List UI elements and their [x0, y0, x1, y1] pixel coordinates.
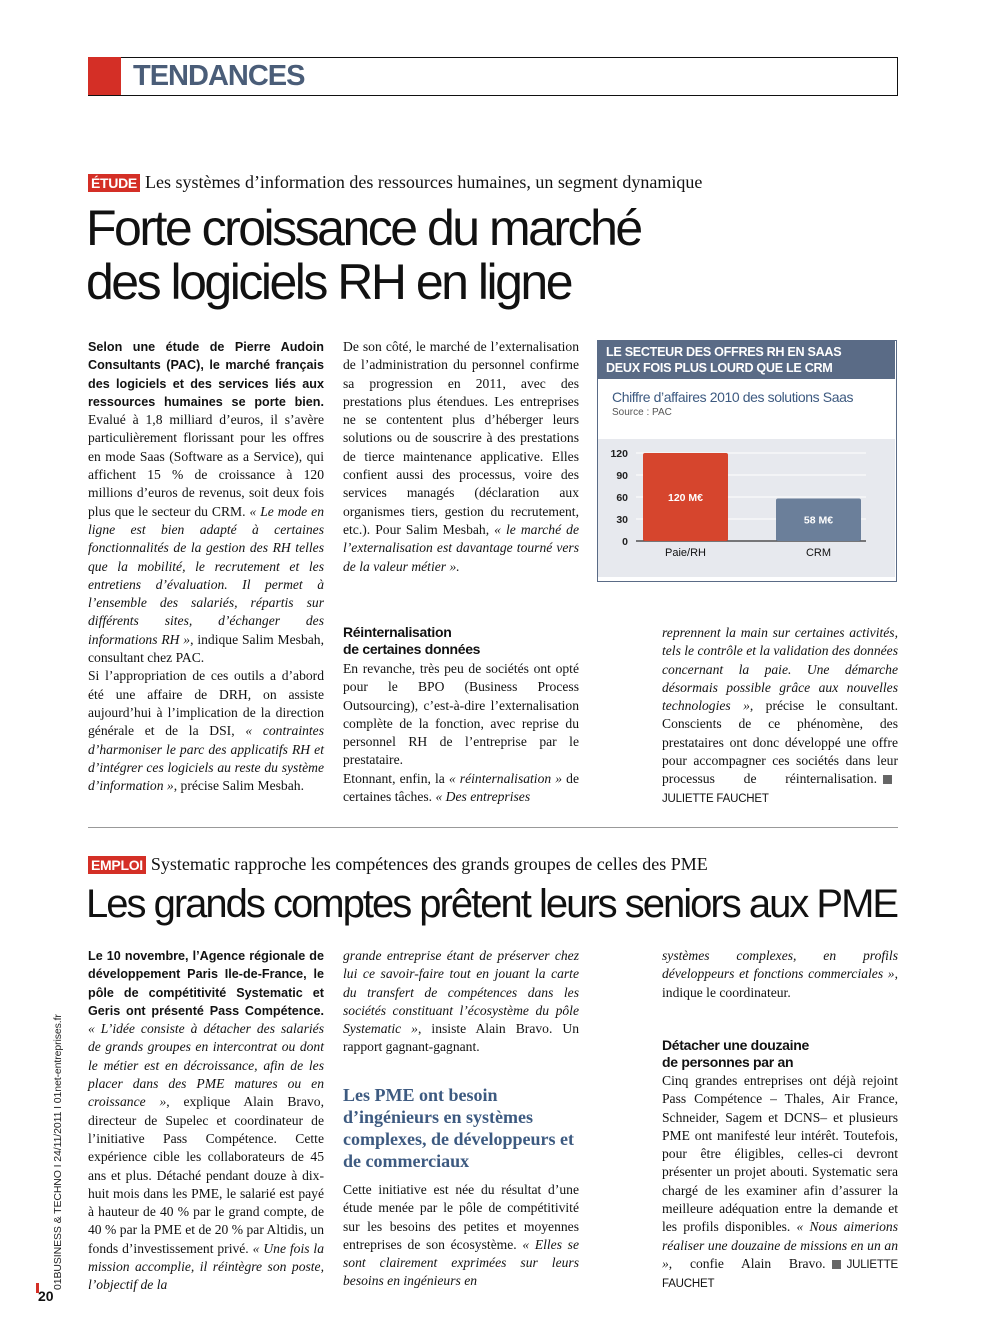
chart-source: Source : PAC — [612, 407, 672, 418]
x-category-label: Paie/RH — [665, 547, 706, 559]
article1-subhead-line2: de certaines données — [343, 641, 481, 657]
article1-quote6: reprennent la main sur certaines activités, tels le contrôle et la validation des données concernant la paie. Une démarche désormais possible grâce aux nouvelles technologies » — [662, 625, 898, 714]
article1-column2-bottom — [343, 660, 579, 806]
article1-col2-text: De son côté, le marché de l’externalisation de l’administration du personnel confirme sa progression en 2011, avec des prestations plus étendues. Les entreprises ne se contentent plus d’héberger leurs solutions ou de souscrire à des prestations de tierce maintenance applicative. Elles confient aussi des processus, voire des services managés (déclaration aux organismes tiers, gestion du recrutement, etc.). Pour Salim Mesbah, — [343, 339, 579, 537]
article2-pullquote: Les PME ont besoin d’ingénieurs en systèmes complexes, de développeurs et de commerciaux — [343, 1085, 574, 1171]
article1-kicker-text: Les systèmes d’information des ressources humaines, un segment dynamique — [144, 172, 703, 192]
article1-quote1: « Le mode en ligne est bien adapté à certaines fonctionnalités de la gestion des RH telles que la mobilité, le recrutement et les entretiens d’évaluation. Il permet à l’ensemble des salariés, répartis sur différents sites, d’échanger des informations RH » — [88, 503, 324, 647]
y-tick-label: 0 — [622, 536, 628, 548]
article2-col2-text2: Cette initiative est née du résultat d’une étude menée par le pôle de compétitivité sur les besoins des petites et moyennes entreprises de son écosystème. — [343, 1182, 579, 1252]
article2-column1 — [88, 947, 324, 1295]
article2-col1-text: , explique Alain Bravo, directeur de Supelec et coordinateur de l’initiative Pass Compétence. Cette expérience cible les collaborateurs de 45 ans et plus. Détaché pendant douze à dix-huit mois dans les PME, le salarié est payé à hauteur de 40 % par le grand compte, de 40 % par la PME et de 20 % par Altidis, un fonds d’investissement privé. — [88, 1094, 324, 1256]
article1-quote4: « réinternalisation » — [448, 770, 563, 786]
chart-plot-area — [598, 439, 895, 577]
article1-signature: JULIETTE FAUCHET — [662, 792, 769, 805]
article2-quote5: systèmes complexes, en profils développeurs et fonctions commerciales » — [662, 948, 898, 982]
chart-banner — [598, 341, 895, 379]
article1-lead: Selon une étude de Pierre Audoin Consultants (PAC), le marché français des logiciels et des services liés aux ressources humaines se porte bien. — [88, 340, 324, 409]
article1-quote5: « Des entreprises — [435, 789, 531, 805]
bar-chart — [598, 439, 895, 577]
article1-column1 — [88, 338, 324, 795]
article2-quote3: grande entreprise étant de préserver chez lui ce savoir-faire tout en jouant la carte du transfert de compétences dans les sociétés constituant l’écosystème du pôle Systematic » — [343, 948, 579, 1037]
article2-tag: EMPLOI — [88, 856, 146, 874]
article1-quote3: « le marché de l’externalisation est davantage tourné vers de la valeur métier ». — [343, 521, 579, 574]
chart-title: Chiffre d’affaires 2010 des solutions Saas — [612, 389, 854, 405]
article2-signature: JULIETTE FAUCHET — [662, 1258, 898, 1291]
article1-col1-text: Evalué à 1,8 milliard d’euros, il s’avère particulièrement florissant pour les offres en mode Saas (Software as a Service), qui affichent 15 % de croissance à 120 millions d’euros de revenus, soit deux fois plus que le secteur du CRM. — [88, 412, 324, 519]
article1-col2-text2: En revanche, très peu de sociétés ont opté pour le BPO (Business Process Outsourcing), c’est-à-dire l’externalisation complète de la fonction, avec reprise du personnel RH de l’entreprise par le prestataire. — [343, 661, 579, 768]
x-category-label: CRM — [805, 547, 832, 559]
article1-kicker — [88, 171, 908, 193]
article2-title: Les grands comptes prêtent leurs seniors aux PME — [86, 882, 898, 926]
article1-col2-text4: de certaines tâches. — [343, 770, 580, 805]
article2-column2-bottom — [343, 1181, 579, 1291]
section-title: TENDANCES — [133, 60, 305, 92]
article2-col3-text2: Cinq grandes entreprises ont déjà rejoint Pass Compétence – Thales, Air France, Schneider, Sagem et DCNS– et plusieurs PME ont manifesté leur intérêt. Toutefois, pour être éligibles, celles-ci devront présenter un projet abouti. Systematic sera chargé de les examiner afin d’assurer la meilleure adéquation entre la demande et les profils disponibles. — [662, 1073, 898, 1235]
bar-data-label: 120 M€ — [667, 492, 704, 504]
article1-title-line2: des logiciels RH en ligne — [86, 254, 572, 310]
article1-subhead — [343, 624, 579, 658]
article1-tag: ÉTUDE — [88, 174, 140, 192]
article2-col2-text: , insiste Alain Bravo. Un rapport gagnant-gagnant. — [343, 1021, 580, 1055]
article2-column2 — [343, 947, 579, 1057]
section-header — [88, 57, 898, 96]
article2-col3-text: , indique le coordinateur. — [662, 966, 898, 1000]
article1-col2-text3: Etonnant, enfin, la — [343, 770, 449, 786]
bar-data-label: 58 M€ — [803, 514, 834, 527]
section-header-red-block — [88, 57, 121, 95]
article2-quote2: « Une fois la mission accomplie, il réintègre son poste, l’objectif de la — [88, 1240, 324, 1293]
article1-quote2: « contraintes d’harmoniser le parc des applicatifs RH et d’intégrer ces logiciels au reste du système d’information » — [88, 723, 324, 794]
chart-box — [597, 340, 897, 582]
article2-col3-text3: , confie Alain Bravo. — [668, 1255, 826, 1271]
article2-quote6: « Nous aimerions réaliser une douzaine de missions en un an » — [662, 1219, 899, 1271]
article2-subhead-line1: Détacher une douzaine — [662, 1037, 809, 1053]
chart-banner-line1: LE SECTEUR DES OFFRES RH EN SAAS — [606, 345, 842, 359]
article1-column3 — [662, 624, 898, 808]
article1-title-line1: Forte croissance du marché — [86, 200, 641, 256]
article2-quote4: « Elles se sont clairement exprimées sur leurs besoins en ingénieurs en — [343, 1236, 579, 1289]
article2-kicker — [88, 853, 908, 875]
y-tick-label: 60 — [616, 492, 628, 504]
article1-col1-text2: , indique Salim Mesbah, consultant chez PAC. — [88, 631, 324, 666]
article2-column3 — [662, 947, 898, 1002]
article2-subhead-line2: de personnes par an — [662, 1054, 794, 1070]
y-tick-label: 30 — [616, 514, 628, 526]
article1-title — [86, 201, 641, 309]
article1-col1-text4: , précise Salim Mesbah. — [173, 778, 304, 794]
article1-col3-text2: Conscients de ce phénomène, des prestataires ont donc développé une offre pour accompagner ces sociétés dans leur processus de réinternalisation. — [662, 716, 898, 787]
article-divider — [88, 827, 898, 828]
article1-column2 — [343, 338, 579, 576]
y-tick-label: 90 — [616, 470, 628, 482]
article1-subhead-line1: Réinternalisation — [343, 624, 452, 640]
vertical-footer-text: 01BUSINESS & TECHNO I 24/11/2011 I 01net-entreprises.fr — [52, 1014, 64, 1290]
end-mark-icon — [832, 1260, 841, 1269]
article2-column3-bottom — [662, 1072, 898, 1294]
article2-kicker-text: Systematic rapproche les compétences des grands groupes de celles des PME — [150, 854, 708, 874]
article2-subhead — [662, 1037, 898, 1071]
y-tick-label: 120 — [610, 448, 628, 460]
article1-col1-text3: Si l’appropriation de ces outils a d’abord été une affaire de DRH, on assiste aujourd’hui à l’implication de la direction générale et de la DSI, — [88, 668, 324, 739]
chart-banner-line2: DEUX FOIS PLUS LOURD QUE LE CRM — [606, 361, 833, 375]
page-number: 20 — [38, 1288, 54, 1304]
article2-quote1: « L’idée consiste à détacher des salariés de grands groupes en intercontrat ou dont le métier est en décroissance, afin de les placer dans des PME matures ou en croissance » — [88, 1021, 324, 1110]
article2-lead: Le 10 novembre, l’Agence régionale de développement Paris Ile-de-France, le pôle de compétitivité Systematic et Geris ont présenté Pass Compétence. — [88, 949, 324, 1018]
article1-col3-text: , précise le consultant. — [749, 698, 899, 714]
end-mark-icon — [883, 775, 892, 784]
